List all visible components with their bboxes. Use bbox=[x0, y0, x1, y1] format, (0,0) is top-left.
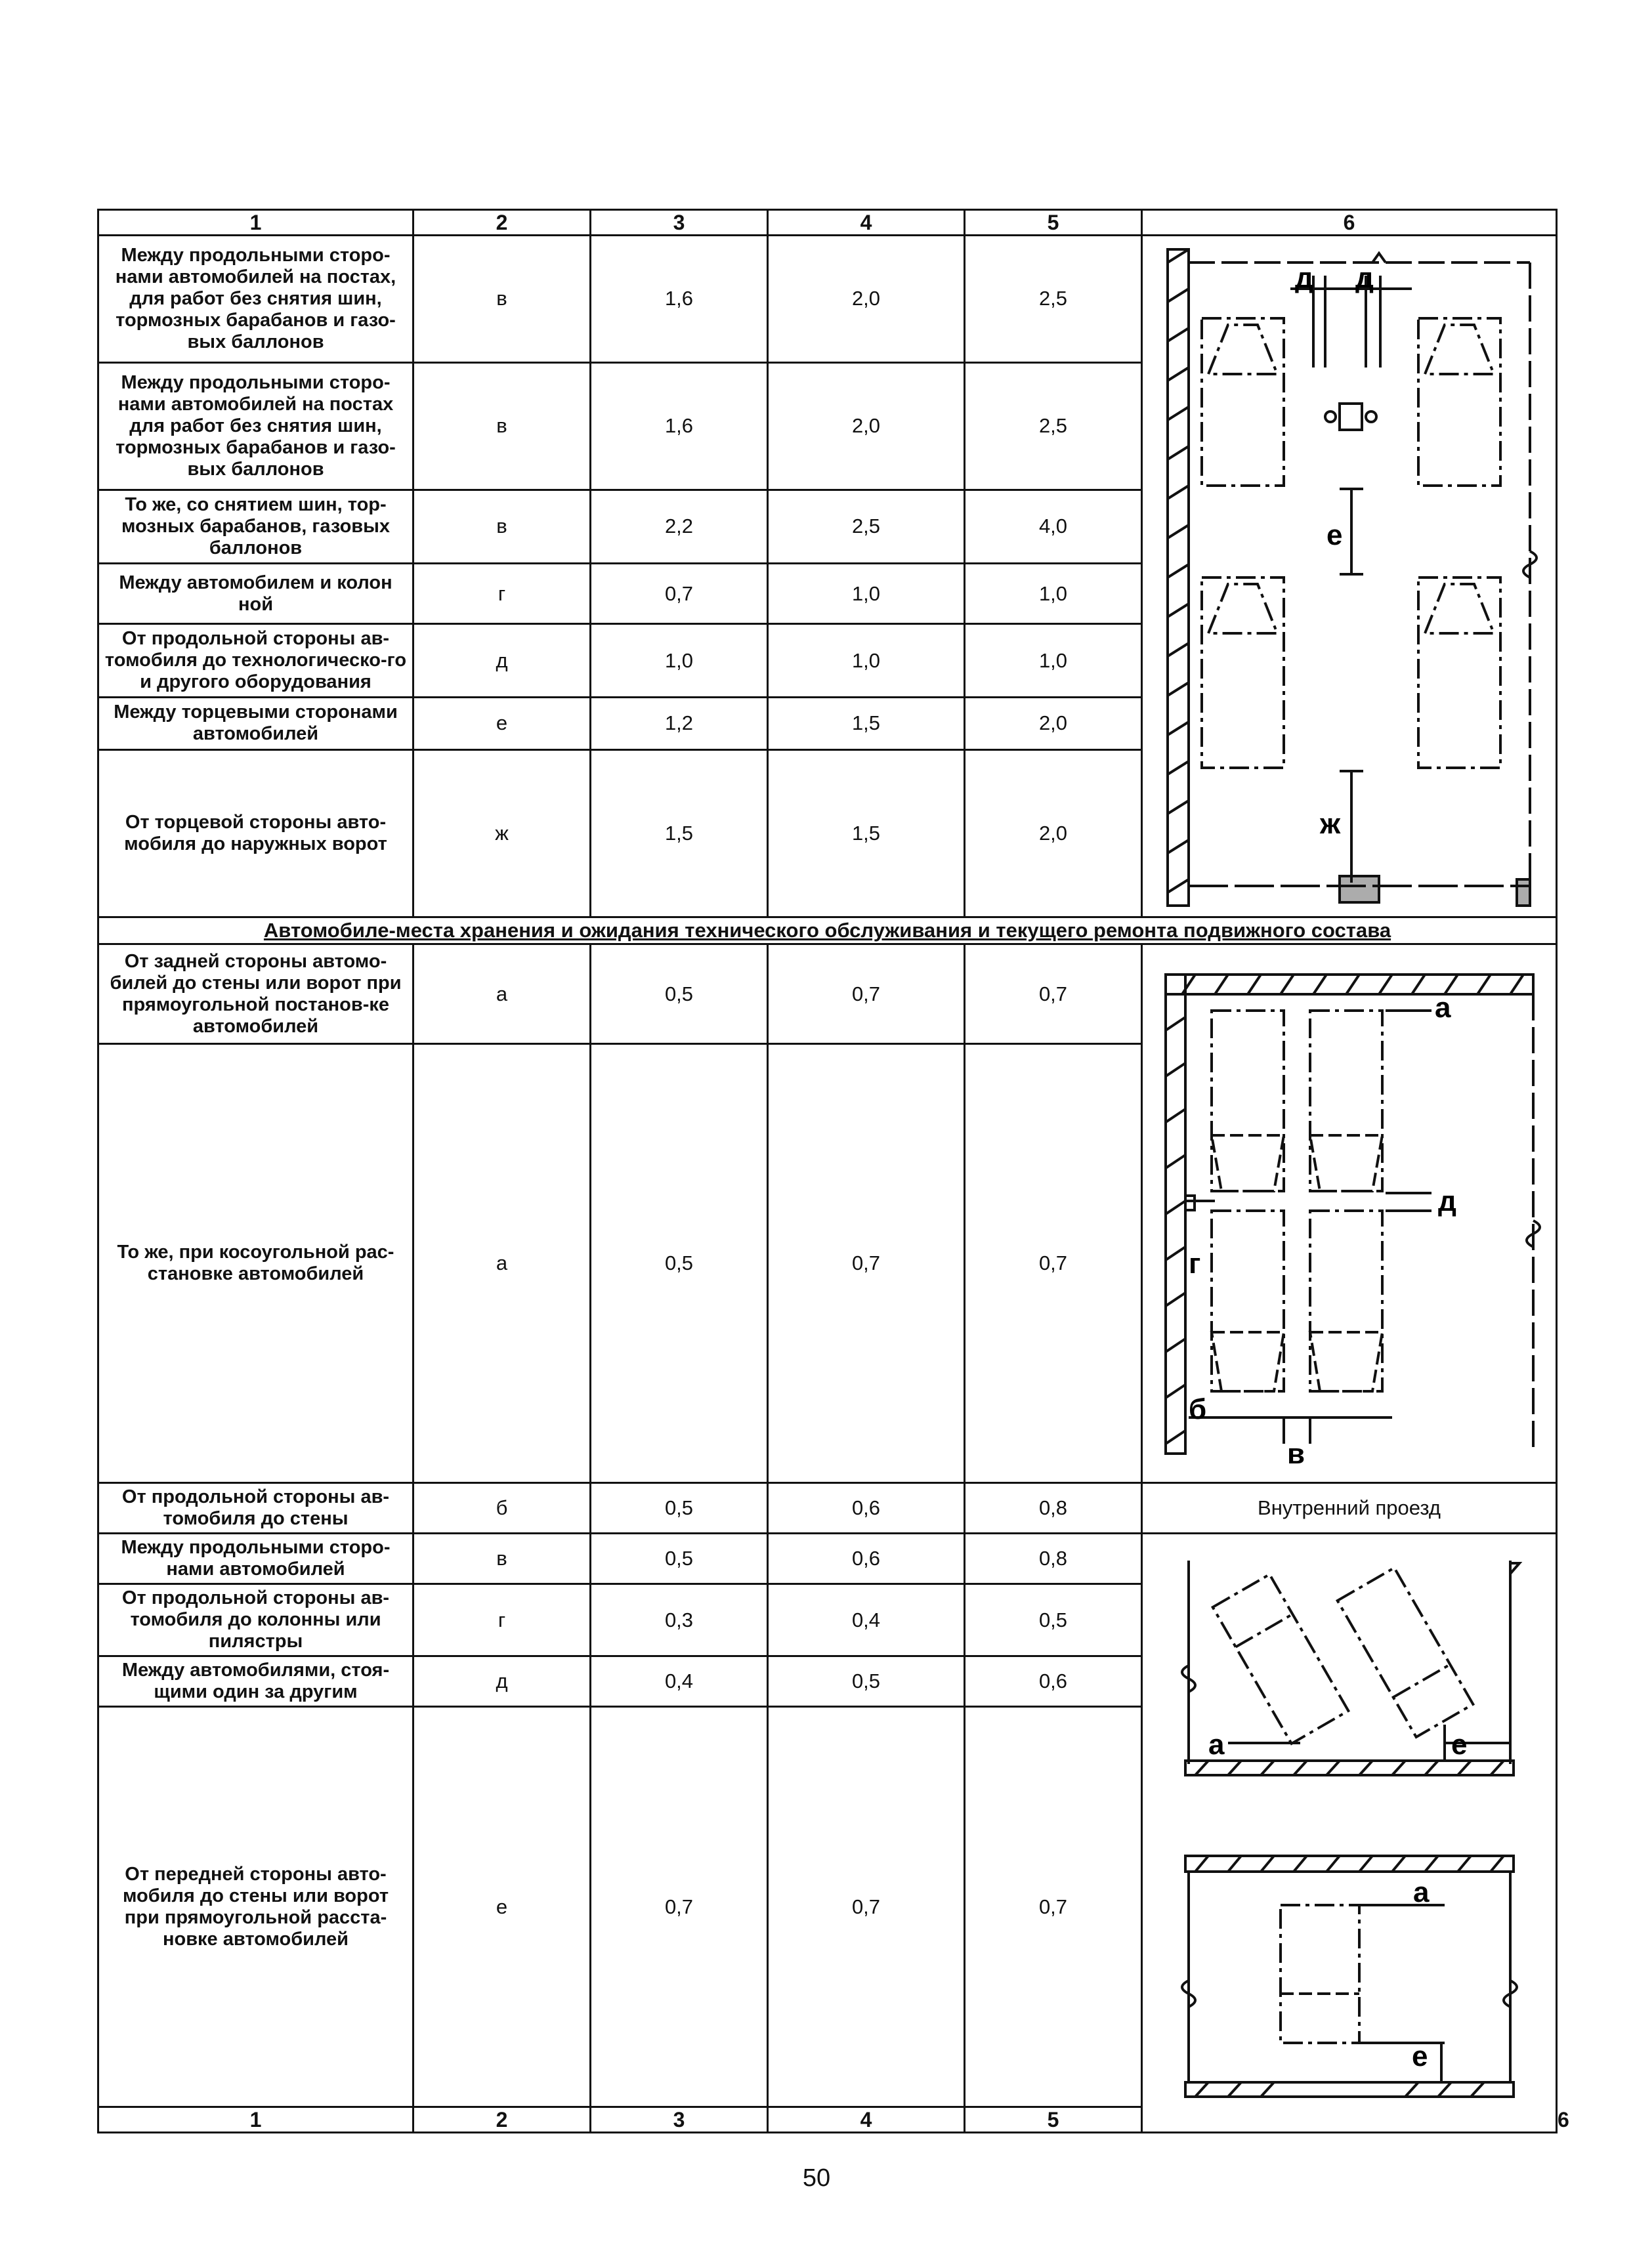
row-code: д bbox=[414, 623, 591, 697]
posts-layout-diagram bbox=[1143, 236, 1558, 911]
row-code: е bbox=[414, 698, 591, 750]
footer-col-2: 2 bbox=[414, 2107, 591, 2133]
row-value-col4: 0,6 bbox=[768, 1483, 965, 1534]
header-col-2: 2 bbox=[414, 210, 591, 236]
row-value-col5: 0,8 bbox=[965, 1483, 1142, 1534]
car-outline bbox=[1418, 318, 1500, 486]
row-value-col5: 2,0 bbox=[965, 749, 1142, 917]
header-col-1: 1 bbox=[98, 210, 414, 236]
row-value-col4: 0,7 bbox=[768, 1044, 965, 1483]
row-description: Между автомобилями, стоя-щими один за другим bbox=[98, 1656, 414, 1707]
inner-passage-label: Внутренний проезд bbox=[1142, 1483, 1557, 1534]
row-code: а bbox=[414, 1044, 591, 1483]
row-value-col5: 1,0 bbox=[965, 623, 1142, 697]
row-value-col5: 2,5 bbox=[965, 236, 1142, 363]
footer-col-5: 5 bbox=[965, 2107, 1142, 2133]
row-value-col4: 1,0 bbox=[768, 623, 965, 697]
left-wall-hatch bbox=[1166, 975, 1185, 1454]
label-e: е bbox=[1451, 1729, 1468, 1761]
document-sheet bbox=[97, 209, 1569, 2138]
car-outline bbox=[1338, 1568, 1474, 1737]
row-code: г bbox=[414, 564, 591, 624]
row-value-col3: 0,7 bbox=[591, 1707, 768, 2107]
row-description: То же, при косоугольной рас-становке автомобилей bbox=[98, 1044, 414, 1483]
label-zh: ж bbox=[1320, 808, 1341, 840]
row-value-col5: 0,7 bbox=[965, 1707, 1142, 2107]
label-g: г bbox=[1189, 1248, 1201, 1280]
header-col-5: 5 bbox=[965, 210, 1142, 236]
row-value-col5: 1,0 bbox=[965, 564, 1142, 624]
header-col-3: 3 bbox=[591, 210, 768, 236]
car-outline bbox=[1310, 1211, 1382, 1391]
page-number: 50 bbox=[802, 2164, 831, 2192]
table-row bbox=[98, 1483, 1557, 1534]
row-value-col4: 2,5 bbox=[768, 490, 965, 563]
row-value-col3: 0,4 bbox=[591, 1656, 768, 1707]
row-description: Между продольными сторо-нами автомобилей на постах, для работ без снятия шин, тормозных барабанов и газо-вых баллонов bbox=[98, 236, 414, 363]
row-description: Между торцевыми сторонами автомобилей bbox=[98, 698, 414, 750]
figure-storage-rect bbox=[1142, 944, 1557, 1483]
label-b: б bbox=[1189, 1393, 1207, 1425]
clearance-table bbox=[97, 209, 1569, 2133]
row-value-col3: 1,0 bbox=[591, 623, 768, 697]
footer-col-1: 1 bbox=[98, 2107, 414, 2133]
row-description: От торцевой стороны авто-мобиля до наружных ворот bbox=[98, 749, 414, 917]
row-value-col4: 1,5 bbox=[768, 698, 965, 750]
row-value-col4: 0,4 bbox=[768, 1584, 965, 1656]
footer-col-4: 4 bbox=[768, 2107, 965, 2133]
row-value-col3: 0,5 bbox=[591, 1534, 768, 1584]
row-value-col3: 0,5 bbox=[591, 944, 768, 1044]
row-value-col4: 0,7 bbox=[768, 1707, 965, 2107]
car-outline bbox=[1213, 1574, 1349, 1744]
label-a: а bbox=[1435, 992, 1451, 1024]
row-value-col3: 1,5 bbox=[591, 749, 768, 917]
row-description: От продольной стороны ав-томобиля до стены bbox=[98, 1483, 414, 1534]
row-code: ж bbox=[414, 749, 591, 917]
column bbox=[1185, 1196, 1195, 1210]
car-outline bbox=[1202, 318, 1284, 486]
row-value-col3: 1,6 bbox=[591, 236, 768, 363]
row-code: в bbox=[414, 236, 591, 363]
header-col-4: 4 bbox=[768, 210, 965, 236]
figure-inner-passage bbox=[1142, 1534, 1557, 2133]
car-outline bbox=[1281, 1905, 1359, 2043]
table-row bbox=[98, 236, 1557, 363]
row-value-col5: 0,7 bbox=[965, 1044, 1142, 1483]
row-value-col4: 1,5 bbox=[768, 749, 965, 917]
row-description: Между автомобилем и колон ной bbox=[98, 564, 414, 624]
row-code: в bbox=[414, 1534, 591, 1584]
footer-row: 1 2 3 4 5 6 bbox=[98, 2107, 1557, 2133]
car-outline bbox=[1202, 578, 1284, 768]
row-value-col4: 0,5 bbox=[768, 1656, 965, 1707]
row-value-col3: 2,2 bbox=[591, 490, 768, 563]
row-value-col5: 0,5 bbox=[965, 1584, 1142, 1656]
storage-layout-diagram bbox=[1143, 945, 1558, 1477]
row-value-col3: 0,5 bbox=[591, 1044, 768, 1483]
row-value-col3: 0,3 bbox=[591, 1584, 768, 1656]
car-outline bbox=[1212, 1211, 1284, 1391]
row-description: То же, со снятием шин, тор-мозных барабанов, газовых баллонов bbox=[98, 490, 414, 563]
row-value-col5: 0,6 bbox=[965, 1656, 1142, 1707]
footer-col-3: 3 bbox=[591, 2107, 768, 2133]
row-value-col3: 1,6 bbox=[591, 362, 768, 490]
header-row bbox=[98, 210, 1557, 236]
row-value-col4: 2,0 bbox=[768, 362, 965, 490]
label-d: д bbox=[1355, 262, 1374, 294]
label-e: е bbox=[1412, 2040, 1428, 2072]
car-outline bbox=[1418, 578, 1500, 768]
row-value-col4: 0,6 bbox=[768, 1534, 965, 1584]
row-value-col4: 2,0 bbox=[768, 236, 965, 363]
equipment-box bbox=[1340, 404, 1362, 430]
section-title: Автомобиле-места хранения и ожидания технического обслуживания и текущего ремонта подвижного состава bbox=[98, 917, 1557, 944]
car-outline bbox=[1212, 1011, 1284, 1191]
label-v: в bbox=[1287, 1438, 1305, 1470]
row-value-col4: 0,7 bbox=[768, 944, 965, 1044]
row-value-col5: 2,0 bbox=[965, 698, 1142, 750]
row-code: в bbox=[414, 490, 591, 563]
row-code: а bbox=[414, 944, 591, 1044]
label-d: д bbox=[1295, 262, 1313, 294]
header-col-6: 6 bbox=[1142, 210, 1557, 236]
row-code: б bbox=[414, 1483, 591, 1534]
row-description: От задней стороны автомо-билей до стены или ворот при прямоугольной постанов-ке автомобилей bbox=[98, 944, 414, 1044]
row-description: От передней стороны авто-мобиля до стены или ворот при прямоугольной расста-новке автомобилей bbox=[98, 1707, 414, 2107]
table-row bbox=[98, 1534, 1557, 1584]
row-code: в bbox=[414, 362, 591, 490]
label-e: е bbox=[1326, 519, 1343, 551]
row-value-col3: 0,7 bbox=[591, 564, 768, 624]
section-row bbox=[98, 917, 1557, 944]
row-value-col4: 1,0 bbox=[768, 564, 965, 624]
label-d: д bbox=[1438, 1185, 1456, 1217]
row-description: От продольной стороны ав-томобиля до технологическо-го и другого оборудования bbox=[98, 623, 414, 697]
row-value-col5: 0,8 bbox=[965, 1534, 1142, 1584]
row-code: д bbox=[414, 1656, 591, 1707]
row-value-col3: 1,2 bbox=[591, 698, 768, 750]
row-value-col5: 2,5 bbox=[965, 362, 1142, 490]
row-code: е bbox=[414, 1707, 591, 2107]
figure-parking-posts bbox=[1142, 236, 1557, 917]
car-outline bbox=[1310, 1011, 1382, 1191]
row-code: г bbox=[414, 1584, 591, 1656]
row-value-col5: 0,7 bbox=[965, 944, 1142, 1044]
inner-passage-diagram bbox=[1143, 1534, 1558, 2112]
row-description: Между продольными сторо-нами автомобилей bbox=[98, 1534, 414, 1584]
table-row bbox=[98, 944, 1557, 1044]
label-a: а bbox=[1413, 1876, 1430, 1908]
row-description: Между продольными сторо-нами автомобилей на постах для работ без снятия шин, тормозных барабанов и газо-вых баллонов bbox=[98, 362, 414, 490]
row-value-col5: 4,0 bbox=[965, 490, 1142, 563]
row-description: От продольной стороны ав-томобиля до колонны или пилястры bbox=[98, 1584, 414, 1656]
label-a: а bbox=[1208, 1729, 1225, 1761]
row-value-col3: 0,5 bbox=[591, 1483, 768, 1534]
